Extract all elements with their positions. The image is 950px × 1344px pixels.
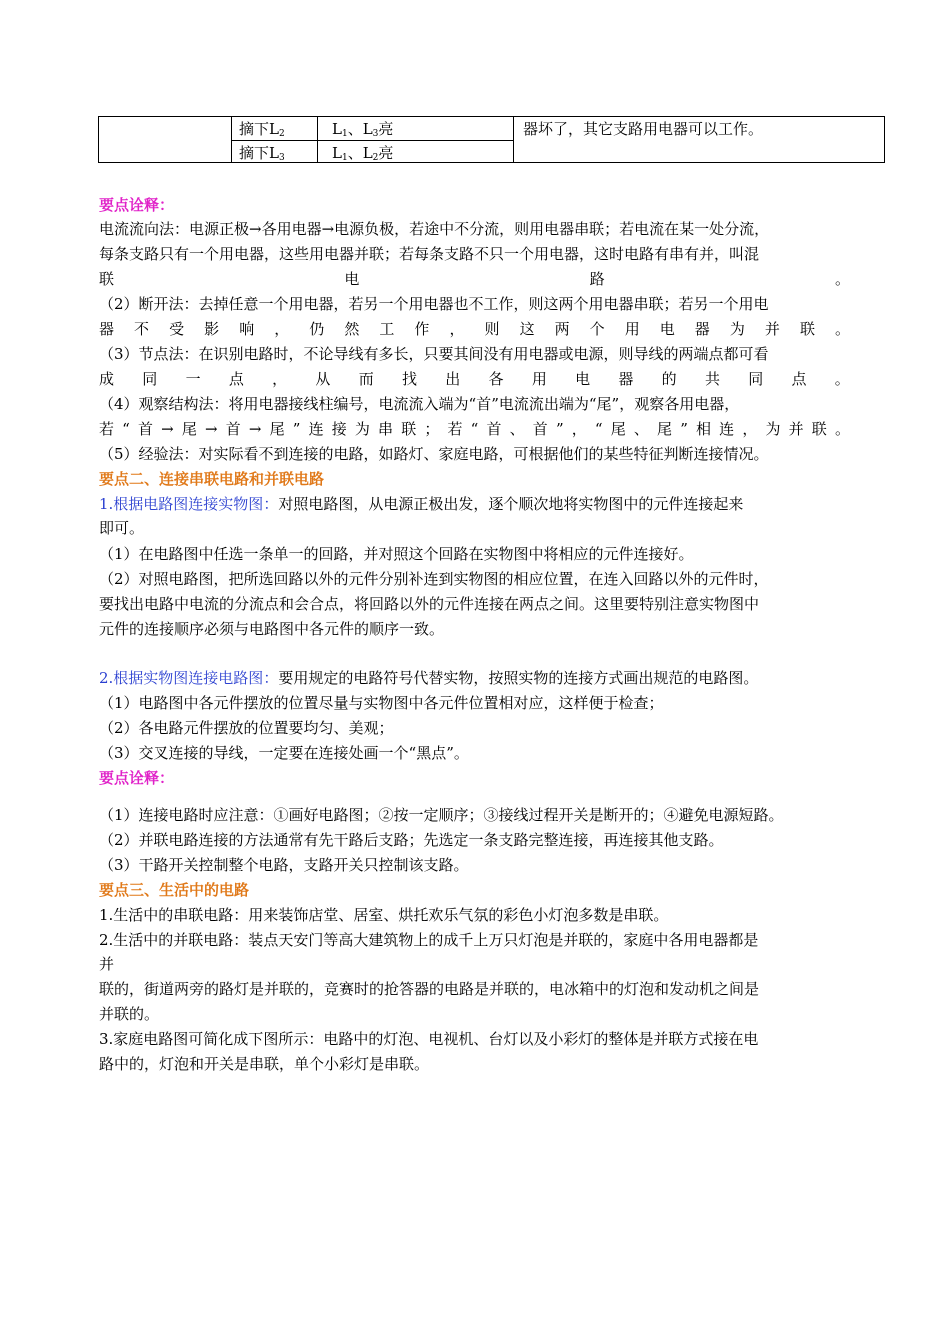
paragraph-line: （3）干路开关控制整个电路，支路开关只控制该支路。	[99, 856, 469, 874]
paragraph-line: 元件的连接顺序必须与电路图中各元件的顺序一致。	[99, 620, 445, 638]
paragraph-line: （3）交叉连接的导线，一定要在连接处画一个“黑点”。	[99, 744, 469, 762]
section-heading: 要点诠释：	[99, 196, 175, 214]
table-cell-result: $L_1$、$L_3$亮	[332, 120, 394, 139]
section-heading: 要点二、连接串联电路和并联电路	[99, 470, 325, 488]
paragraph-line: 并联的。	[99, 1005, 160, 1023]
section-heading: 要点三、生活中的电路	[99, 881, 250, 899]
table-cell-action: 摘下$L_2$	[239, 120, 285, 139]
paragraph-line: （1）电路图中各元件摆放的位置尽量与实物图中各元件位置相对应，这样便于检查；	[99, 694, 664, 712]
paragraph-line: （2）断开法：去掉任意一个用电器，若另一个用电器也不工作，则这两个用电器串联；若另一个用电	[99, 295, 769, 313]
paragraph-line: 联的，街道两旁的路灯是并联的，竞赛时的抢答器的电路是并联的，电冰箱中的灯泡和发动机之间是	[99, 980, 760, 998]
paragraph-line: （1）连接电路时应注意：①画好电路图；②按一定顺序；③接线过程开关是断开的；④避免电源短路。	[99, 806, 784, 824]
paragraph-line: （3）节点法：在识别电路时，不论导线有多长，只要其间没有用电器或电源，则导线的两端点都可看	[99, 345, 769, 363]
table-cell-action: 摘下$L_3$	[239, 144, 285, 163]
paragraph-line: 即可。	[99, 519, 145, 537]
paragraph-line: 电流流向法：电源正极→各用电器→电源负极，若途中不分流，则用电器串联；若电流在某一处分流，	[99, 220, 770, 238]
paragraph-line: （1）在电路图中任选一条单一的回路，并对照这个回路在实物图中将相应的元件连接好。	[99, 545, 694, 563]
paragraph-line: 路中的，灯泡和开关是串联，单个小彩灯是串联。	[99, 1055, 430, 1073]
paragraph-line: 1.根据电路图连接实物图：对照电路图，从电源正极出发，逐个顺次地将实物图中的元件连接起来	[99, 495, 744, 513]
justified-line: 器 不 受 影 响 ， 仍 然 工 作 ， 则 这 两 个 用 电 器 为 并 联 。	[99, 320, 850, 338]
paragraph-line: 2.生活中的并联电路：装点天安门等高大建筑物上的成千上万只灯泡是并联的，家庭中各用电器都是	[99, 931, 759, 949]
result-table	[98, 116, 885, 163]
table-cell-result: $L_1$、$L_2$亮	[332, 144, 394, 163]
paragraph-line: 2.根据实物图连接电路图：要用规定的电路符号代替实物，按照实物的连接方式画出规范的电路图。	[99, 669, 759, 687]
paragraph-line: 要找出电路中电流的分流点和会合点，将回路以外的元件连接在两点之间。这里要特别注意实物图中	[99, 595, 760, 613]
table-divider	[513, 117, 514, 162]
section-heading: 要点诠释：	[99, 769, 175, 787]
paragraph-line: （4）观察结构法：将用电器接线柱编号，电流流入端为“首”电流流出端为“尾”，观察各用电器，	[99, 395, 740, 413]
paragraph-line: （5）经验法：对实际看不到连接的电路，如路灯、家庭电路，可根据他们的某些特征判断连接情况。	[99, 445, 769, 463]
paragraph-line: 1.生活中的串联电路：用来装饰店堂、居室、烘托欢乐气氛的彩色小灯泡多数是串联。	[99, 906, 669, 924]
justified-line: 成 同 一 点 ， 从 而 找 出 各 用 电 器 的 共 同 点 。	[99, 370, 850, 388]
item-title: 1.根据电路图连接实物图：	[99, 495, 279, 513]
paragraph-line: 3.家庭电路图可简化成下图所示：电路中的灯泡、电视机、台灯以及小彩灯的整体是并联方式接在电	[99, 1030, 759, 1048]
paragraph-line: （2）并联电路连接的方法通常有先干路后支路；先选定一条支路完整连接，再连接其他支路。	[99, 831, 724, 849]
paragraph-line: 每条支路只有一个用电器，这些用电器并联；若每条支路不只一个用电器，这时电路有串有并，叫混	[99, 245, 760, 263]
paragraph-line: 并	[99, 955, 115, 973]
item-title: 2.根据实物图连接电路图：	[99, 669, 279, 687]
justified-line: 联 电 路 。	[99, 270, 850, 288]
paragraph-line: （2）各电路元件摆放的位置要均匀、美观；	[99, 719, 394, 737]
table-cell-note: 器坏了，其它支路用电器可以工作。	[523, 120, 764, 138]
justified-line: 若 “ 首 → 尾 → 首 → 尾 ” 连 接 为 串 联 ； 若 “ 首 、 首 ” ， “ 尾 、 尾 ” 相 连 ， 为 并 联 。	[99, 420, 850, 438]
paragraph-line: （2）对照电路图，把所选回路以外的元件分别补连到实物图的相应位置，在连入回路以外的元件时，	[99, 570, 769, 588]
